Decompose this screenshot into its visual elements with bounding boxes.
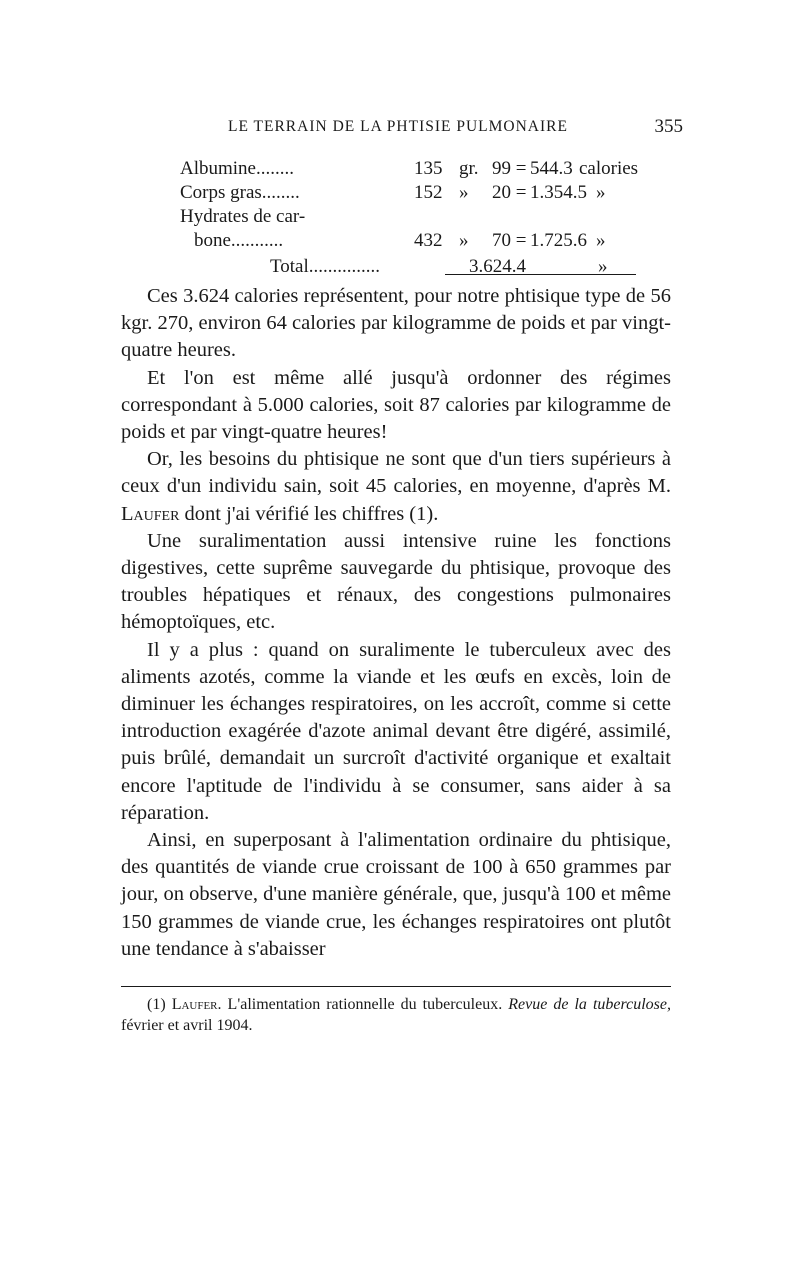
footnote-marker: (1) [147,996,166,1013]
row-ditto: » [596,230,606,251]
table-row-albumine [0,158,800,182]
table-total-row [0,256,800,280]
row-label: Corps gras........ [180,182,300,203]
page-number: 355 [654,116,683,137]
table-row-corps-gras [0,182,800,206]
table-row-hydrates-1 [0,206,800,230]
footnote [121,994,671,1036]
row-ditto: » [596,182,606,203]
paragraph: Ces 3.624 calories représentent, pour notre phtisique type de 56 kgr. 270, environ 64 calories par kilogramme de poids et par vingt-quatre heures. [121,285,671,362]
row-quantity: 152 [414,182,443,203]
row-calories: 1.354.5 [530,182,587,203]
paragraph [121,446,671,528]
row-unit: » [459,182,469,203]
footnote-rule [121,986,671,987]
row-unit: gr. [459,158,479,179]
total-label: Total............... [270,256,381,277]
total-ditto: » [598,256,608,277]
footnote-author: Laufer. [171,996,222,1013]
row-calories: 544.3 [530,158,573,179]
paragraph: Une suralimentation aussi intensive ruine les fonctions digestives, cette suprême sauvegarde du phtisique, provoque des troubles hépatiques et rénaux, des congestions pulmonaires hémoptoïques, etc. [121,529,671,634]
row-calories: 1.725.6 [530,230,587,251]
table-row-hydrates-2 [0,230,800,254]
row-calories-unit: calories [579,158,639,179]
paragraph: Il y a plus : quand on suralimente le tuberculeux avec des aliments azotés, comme la viande et les œufs en excès, loin de diminuer les échanges respiratoires, on les accroît, comme si cette introduction exagérée d'azote animal devant être digéré, assimilé, puis brûlé, demandait un surcroît d'activité organique et exaltait encore l'aptitude de l'individu à se consumer, sans aider à sa réparation. [121,638,671,824]
author-name: Laufer [121,502,180,525]
footnote-journal: Revue de la tuberculose, [508,996,671,1013]
footnote-text: L'alimentation rationnelle du tuberculeux. [221,996,509,1013]
paragraph-text: Or, les besoins du phtisique ne sont que d'un tiers supérieurs à ceux d'un individu sain, soit 45 calories, en moyenne, d'après M. [121,448,671,498]
total-calories: 3.624.4 [469,256,526,277]
row-quantity: 135 [414,158,443,179]
body-text [121,283,671,963]
paragraph: Et l'on est même allé jusqu'à ordonner des régimes correspondant à 5.000 calories, soit 87 calories par kilogramme de poids et par vingt-quatre heures! [121,366,671,444]
row-unit: » [459,230,469,251]
footnote-date: février et avril 1904. [121,1017,253,1034]
row-label: bone........... [194,230,284,251]
row-label: Albumine........ [180,158,294,179]
row-coefficient: 20 = [492,182,527,203]
row-quantity: 432 [414,230,443,251]
row-label: Hydrates de car- [180,206,306,227]
row-coefficient: 70 = [492,230,527,251]
row-coefficient: 99 = [492,158,527,179]
running-head [228,118,683,142]
paragraph-text: dont j'ai vérifié les chiffres (1). [179,502,439,525]
running-title: LE TERRAIN DE LA PHTISIE PULMONAIRE [228,118,568,135]
paragraph: Ainsi, en superposant à l'alimentation ordinaire du phtisique, des quantités de viande crue croissant de 100 à 650 grammes par jour, on observe, d'une manière générale, que, jusqu'à 100 et même 150 grammes de viande crue, les échanges respiratoires ont plutôt une tendance à s'abaisser [121,829,671,960]
